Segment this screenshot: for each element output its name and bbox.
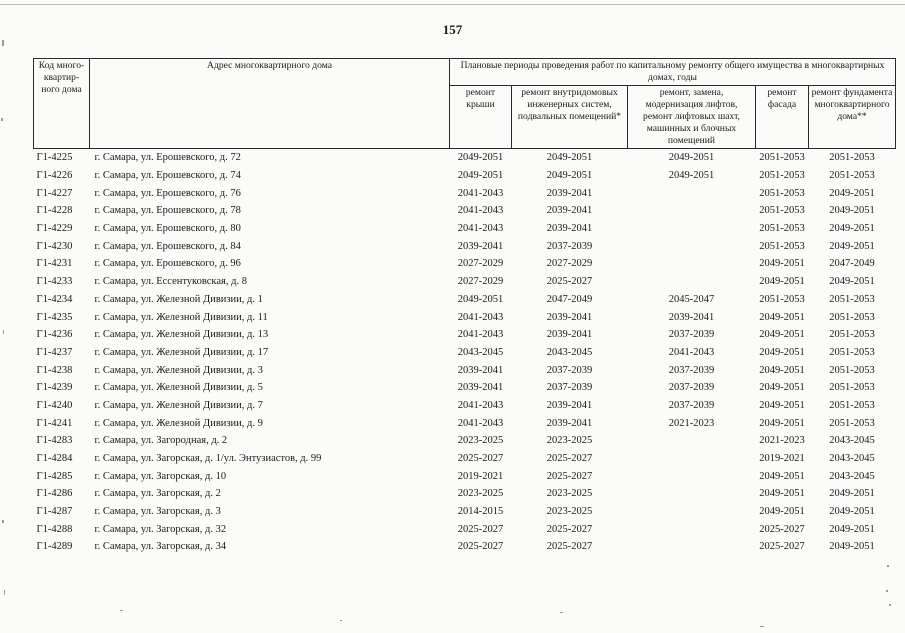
cell-engineering: 2025-2027 bbox=[546, 276, 593, 288]
cell-elevators: 2021-2023 bbox=[668, 417, 715, 429]
cell-roof: 2049-2051 bbox=[457, 152, 504, 164]
cell-engineering: 2023-2025 bbox=[546, 435, 593, 447]
cell-facade: 2019-2021 bbox=[759, 453, 805, 465]
cell-roof: 2019-2021 bbox=[457, 470, 504, 482]
cell-foundation: 2049-2051 bbox=[829, 523, 875, 535]
cell-elevators: 2037-2039 bbox=[668, 364, 715, 376]
cell-engineering: 2049-2051 bbox=[546, 170, 593, 182]
cell-elevators: 2045-2047 bbox=[668, 293, 715, 305]
cell-foundation: 2049-2051 bbox=[829, 205, 875, 217]
cell-foundation: 2049-2051 bbox=[829, 187, 875, 199]
cell-elevators bbox=[628, 485, 756, 503]
cell-foundation: 2051-2053 bbox=[829, 170, 875, 182]
cell-engineering: 2039-2041 bbox=[546, 223, 593, 235]
cell-engineering: 2049-2051 bbox=[546, 152, 593, 164]
cell-foundation: 2051-2053 bbox=[829, 329, 875, 341]
table-row bbox=[34, 326, 896, 344]
cell-address: г. Самара, ул. Железной Дивизии, д. 13 bbox=[94, 329, 269, 341]
cell-facade: 2051-2053 bbox=[759, 152, 805, 164]
cell-roof: 2039-2041 bbox=[457, 364, 504, 376]
cell-roof: 2023-2025 bbox=[457, 488, 504, 500]
table-row bbox=[34, 432, 896, 450]
cell-code: Г1-4237 bbox=[36, 346, 73, 358]
cell-foundation: 2049-2051 bbox=[829, 488, 875, 500]
cell-elevators: 2049-2051 bbox=[668, 170, 715, 182]
cell-engineering: 2023-2025 bbox=[546, 488, 593, 500]
table-row bbox=[34, 184, 896, 202]
cell-elevators: 2039-2041 bbox=[668, 311, 715, 323]
cell-elevators bbox=[628, 273, 756, 291]
cell-code: Г1-4226 bbox=[36, 170, 73, 182]
cell-foundation: 2043-2045 bbox=[829, 435, 875, 447]
cell-elevators: 2037-2039 bbox=[668, 382, 715, 394]
cell-elevators bbox=[628, 538, 756, 556]
table-row bbox=[34, 450, 896, 468]
cell-address: г. Самара, ул. Железной Дивизии, д. 17 bbox=[94, 346, 269, 358]
cell-address: г. Самара, ул. Загорская, д. 2 bbox=[94, 488, 221, 500]
cell-elevators bbox=[628, 184, 756, 202]
cell-code: Г1-4228 bbox=[36, 205, 73, 217]
cell-address: г. Самара, ул. Загорская, д. 1/ул. Энтузиастов, д. 99 bbox=[94, 453, 322, 465]
cell-elevators bbox=[628, 202, 756, 220]
cell-code: Г1-4233 bbox=[36, 276, 73, 288]
cell-code: Г1-4286 bbox=[36, 488, 73, 500]
cell-roof: 2049-2051 bbox=[457, 170, 504, 182]
table-row bbox=[34, 379, 896, 397]
cell-roof: 2041-2043 bbox=[457, 399, 504, 411]
cell-code: Г1-4229 bbox=[36, 223, 73, 235]
header-address: Адрес многоквартирного дома bbox=[90, 59, 450, 149]
cell-foundation: 2051-2053 bbox=[829, 293, 875, 305]
table-row bbox=[34, 397, 896, 415]
cell-elevators bbox=[628, 503, 756, 521]
cell-roof: 2041-2043 bbox=[457, 187, 504, 199]
cell-facade: 2051-2053 bbox=[759, 170, 805, 182]
cell-foundation: 2051-2053 bbox=[829, 417, 875, 429]
cell-facade: 2049-2051 bbox=[759, 364, 805, 376]
cell-address: г. Самара, ул. Загородная, д. 2 bbox=[94, 435, 228, 447]
cell-facade: 2049-2051 bbox=[759, 488, 805, 500]
header-code: Код много-квартир-ного дома bbox=[34, 59, 90, 149]
header-elevators: ремонт, замена, модернизация лифтов, ремонт лифтовых шахт, машинных и блочных помещений bbox=[628, 86, 756, 149]
cell-roof: 2041-2043 bbox=[457, 329, 504, 341]
cell-foundation: 2049-2051 bbox=[829, 240, 875, 252]
cell-engineering: 2039-2041 bbox=[546, 329, 593, 341]
table-row bbox=[34, 202, 896, 220]
table-row bbox=[34, 414, 896, 432]
cell-roof: 2027-2029 bbox=[457, 258, 504, 270]
table-row bbox=[34, 344, 896, 362]
cell-roof: 2027-2029 bbox=[457, 276, 504, 288]
cell-foundation: 2043-2045 bbox=[829, 470, 875, 482]
cell-code: Г1-4235 bbox=[36, 311, 73, 323]
cell-facade: 2051-2053 bbox=[759, 187, 805, 199]
cell-roof: 2025-2027 bbox=[457, 523, 504, 535]
cell-roof: 2043-2045 bbox=[457, 346, 504, 358]
cell-foundation: 2049-2051 bbox=[829, 223, 875, 235]
cell-facade: 2051-2053 bbox=[759, 240, 805, 252]
header-roof: ремонт крыши bbox=[450, 86, 512, 149]
cell-foundation: 2051-2053 bbox=[829, 346, 875, 358]
cell-address: г. Самара, ул. Ерошевского, д. 72 bbox=[94, 152, 241, 164]
cell-code: Г1-4227 bbox=[36, 187, 73, 199]
cell-engineering: 2037-2039 bbox=[546, 364, 593, 376]
cell-engineering: 2039-2041 bbox=[546, 417, 593, 429]
table-row bbox=[34, 149, 896, 167]
cell-foundation: 2049-2051 bbox=[829, 506, 875, 518]
cell-elevators: 2041-2043 bbox=[668, 346, 715, 358]
cell-code: Г1-4287 bbox=[36, 506, 73, 518]
cell-facade: 2025-2027 bbox=[759, 541, 805, 553]
table-row bbox=[34, 273, 896, 291]
cell-roof: 2039-2041 bbox=[457, 240, 504, 252]
cell-foundation: 2049-2051 bbox=[829, 541, 875, 553]
cell-address: г. Самара, ул. Ерошевского, д. 96 bbox=[94, 258, 241, 270]
table-row bbox=[34, 237, 896, 255]
table-row bbox=[34, 308, 896, 326]
cell-foundation: 2051-2053 bbox=[829, 152, 875, 164]
cell-elevators: 2037-2039 bbox=[668, 329, 715, 341]
cell-facade: 2049-2051 bbox=[759, 258, 805, 270]
cell-facade: 2049-2051 bbox=[759, 417, 805, 429]
cell-foundation: 2051-2053 bbox=[829, 364, 875, 376]
cell-engineering: 2047-2049 bbox=[546, 293, 593, 305]
cell-address: г. Самара, ул. Железной Дивизии, д. 5 bbox=[94, 382, 263, 394]
cell-address: г. Самара, ул. Железной Дивизии, д. 11 bbox=[94, 311, 268, 323]
page-number: 157 bbox=[442, 22, 463, 37]
cell-code: Г1-4236 bbox=[36, 329, 73, 341]
cell-address: г. Самара, ул. Загорская, д. 3 bbox=[94, 506, 221, 518]
cell-code: Г1-4234 bbox=[36, 293, 73, 305]
cell-engineering: 2025-2027 bbox=[546, 470, 593, 482]
cell-roof: 2014-2015 bbox=[457, 506, 504, 518]
cell-address: г. Самара, ул. Железной Дивизии, д. 1 bbox=[94, 293, 263, 305]
cell-address: г. Самара, ул. Загорская, д. 34 bbox=[94, 541, 227, 553]
cell-facade: 2021-2023 bbox=[759, 435, 805, 447]
cell-code: Г1-4230 bbox=[36, 240, 73, 252]
top-scan-line bbox=[0, 4, 905, 5]
table-row bbox=[34, 467, 896, 485]
cell-elevators bbox=[628, 220, 756, 238]
cell-code: Г1-4289 bbox=[36, 541, 73, 553]
cell-roof: 2025-2027 bbox=[457, 453, 504, 465]
cell-code: Г1-4231 bbox=[36, 258, 73, 270]
cell-code: Г1-4288 bbox=[36, 523, 73, 535]
cell-engineering: 2027-2029 bbox=[546, 258, 593, 270]
cell-elevators bbox=[628, 520, 756, 538]
cell-address: г. Самара, ул. Ерошевского, д. 80 bbox=[94, 223, 241, 235]
cell-address: г. Самара, ул. Ессентуковская, д. 8 bbox=[94, 276, 247, 288]
cell-address: г. Самара, ул. Ерошевского, д. 84 bbox=[94, 240, 241, 252]
cell-engineering: 2039-2041 bbox=[546, 399, 593, 411]
cell-engineering: 2039-2041 bbox=[546, 311, 593, 323]
cell-engineering: 2039-2041 bbox=[546, 205, 593, 217]
cell-roof: 2041-2043 bbox=[457, 417, 504, 429]
cell-elevators bbox=[628, 255, 756, 273]
cell-address: г. Самара, ул. Железной Дивизии, д. 7 bbox=[94, 399, 263, 411]
table-row bbox=[34, 503, 896, 521]
repair-schedule-table bbox=[33, 58, 896, 556]
cell-facade: 2051-2053 bbox=[759, 223, 805, 235]
cell-roof: 2023-2025 bbox=[457, 435, 504, 447]
cell-code: Г1-4283 bbox=[36, 435, 73, 447]
cell-code: Г1-4284 bbox=[36, 453, 73, 465]
cell-code: Г1-4238 bbox=[36, 364, 73, 376]
cell-roof: 2041-2043 bbox=[457, 311, 504, 323]
cell-engineering: 2037-2039 bbox=[546, 382, 593, 394]
cell-code: Г1-4240 bbox=[36, 399, 73, 411]
cell-facade: 2051-2053 bbox=[759, 205, 805, 217]
cell-address: г. Самара, ул. Загорская, д. 32 bbox=[94, 523, 227, 535]
cell-facade: 2049-2051 bbox=[759, 399, 805, 411]
cell-roof: 2041-2043 bbox=[457, 205, 504, 217]
cell-facade: 2049-2051 bbox=[759, 329, 805, 341]
cell-foundation: 2051-2053 bbox=[829, 382, 875, 394]
cell-facade: 2049-2051 bbox=[759, 311, 805, 323]
cell-code: Г1-4285 bbox=[36, 470, 73, 482]
cell-facade: 2049-2051 bbox=[759, 346, 805, 358]
cell-foundation: 2051-2053 bbox=[829, 399, 875, 411]
cell-code: Г1-4241 bbox=[36, 417, 73, 429]
cell-elevators bbox=[628, 450, 756, 468]
cell-facade: 2049-2051 bbox=[759, 470, 805, 482]
table-row bbox=[34, 255, 896, 273]
cell-foundation: 2047-2049 bbox=[829, 258, 875, 270]
table-row bbox=[34, 361, 896, 379]
cell-roof: 2049-2051 bbox=[457, 293, 504, 305]
cell-engineering: 2039-2041 bbox=[546, 187, 593, 199]
table-row bbox=[34, 520, 896, 538]
cell-address: г. Самара, ул. Ерошевского, д. 74 bbox=[94, 170, 241, 182]
cell-engineering: 2025-2027 bbox=[546, 453, 593, 465]
header-row-top bbox=[34, 59, 896, 86]
cell-address: г. Самара, ул. Загорская, д. 10 bbox=[94, 470, 227, 482]
cell-address: г. Самара, ул. Ерошевского, д. 78 bbox=[94, 205, 241, 217]
cell-code: Г1-4225 bbox=[36, 152, 73, 164]
cell-address: г. Самара, ул. Ерошевского, д. 76 bbox=[94, 187, 241, 199]
cell-roof: 2041-2043 bbox=[457, 223, 504, 235]
table-row bbox=[34, 485, 896, 503]
cell-engineering: 2025-2027 bbox=[546, 541, 593, 553]
table-row bbox=[34, 167, 896, 185]
header-periods: Плановые периоды проведения работ по капитальному ремонту общего имущества в многоквартирных домах, годы bbox=[450, 59, 896, 86]
header-foundation: ремонт фундамента многоквартирного дома** bbox=[809, 86, 896, 149]
cell-engineering: 2025-2027 bbox=[546, 523, 593, 535]
cell-elevators bbox=[628, 467, 756, 485]
cell-facade: 2049-2051 bbox=[759, 276, 805, 288]
cell-address: г. Самара, ул. Железной Дивизии, д. 3 bbox=[94, 364, 263, 376]
table-row bbox=[34, 220, 896, 238]
cell-foundation: 2049-2051 bbox=[829, 276, 875, 288]
cell-address: г. Самара, ул. Железной Дивизии, д. 9 bbox=[94, 417, 263, 429]
cell-facade: 2049-2051 bbox=[759, 382, 805, 394]
cell-code: Г1-4239 bbox=[36, 382, 73, 394]
cell-roof: 2025-2027 bbox=[457, 541, 504, 553]
cell-elevators: 2049-2051 bbox=[668, 152, 715, 164]
cell-facade: 2049-2051 bbox=[759, 506, 805, 518]
cell-engineering: 2023-2025 bbox=[546, 506, 593, 518]
cell-foundation: 2043-2045 bbox=[829, 453, 875, 465]
cell-elevators bbox=[628, 237, 756, 255]
cell-roof: 2039-2041 bbox=[457, 382, 504, 394]
header-facade: ремонт фасада bbox=[756, 86, 809, 149]
header-engineering: ремонт внутридомовых инженерных систем, подвальных помещений* bbox=[512, 86, 628, 149]
table-row bbox=[34, 538, 896, 556]
cell-engineering: 2037-2039 bbox=[546, 240, 593, 252]
cell-elevators: 2037-2039 bbox=[668, 399, 715, 411]
cell-facade: 2051-2053 bbox=[759, 293, 805, 305]
cell-facade: 2025-2027 bbox=[759, 523, 805, 535]
cell-elevators bbox=[628, 432, 756, 450]
table-row bbox=[34, 291, 896, 309]
cell-engineering: 2043-2045 bbox=[546, 346, 593, 358]
cell-foundation: 2051-2053 bbox=[829, 311, 875, 323]
